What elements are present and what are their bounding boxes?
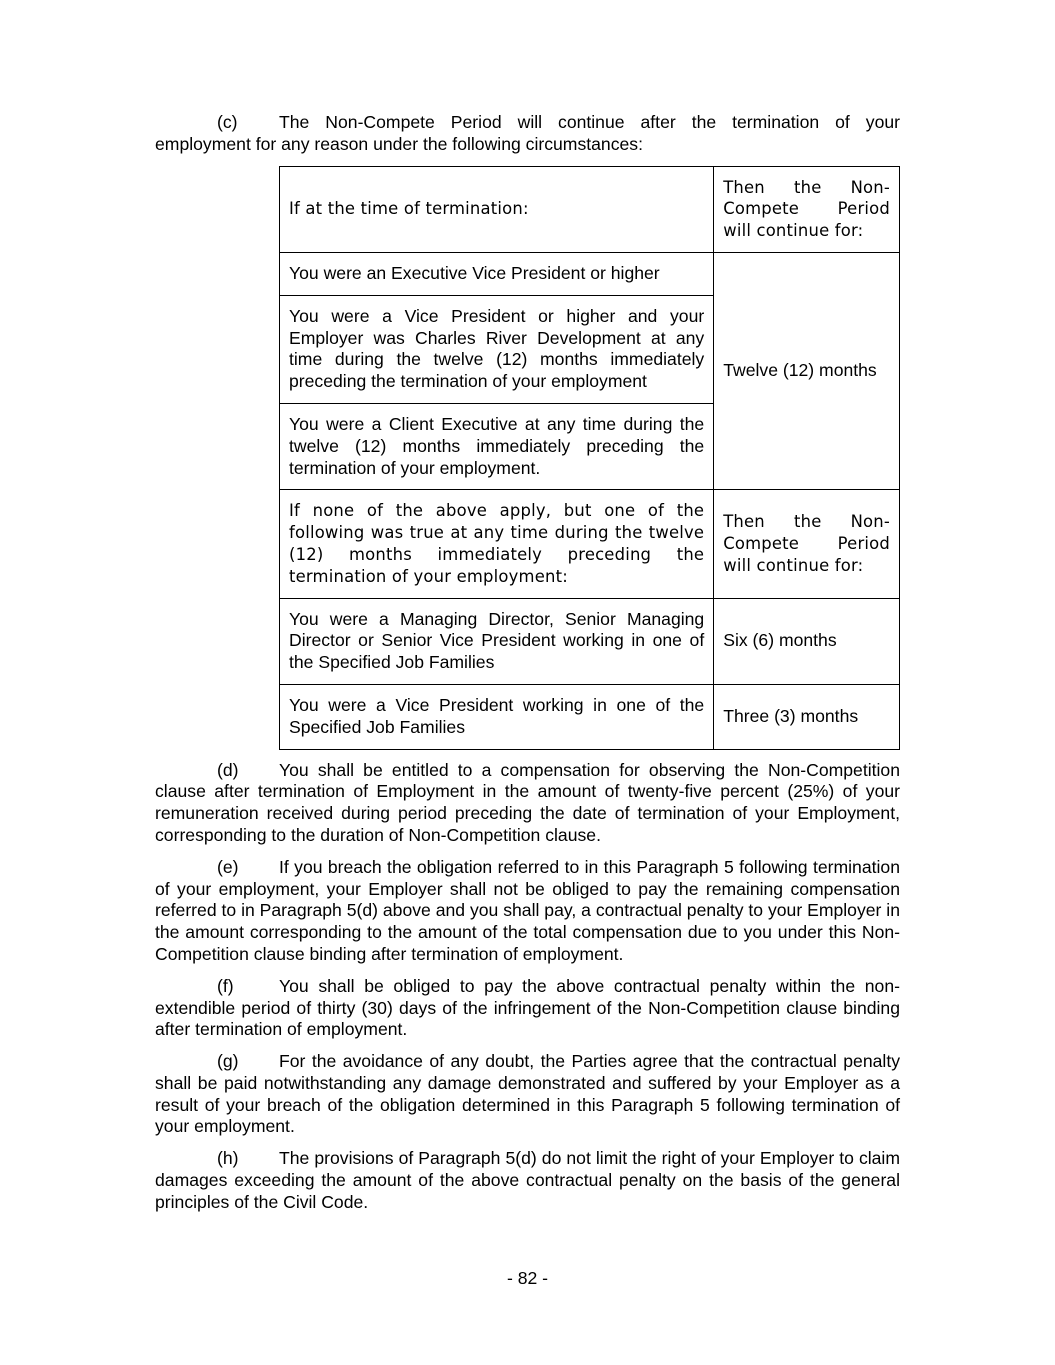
paragraph-text: The provisions of Paragraph 5(d) do not limit the right of your Employer to claim damages exceeding the amount of the above contractual penalty on the basis of the general principles of the Civil Code. bbox=[155, 1148, 900, 1212]
table-header-row bbox=[280, 166, 900, 252]
paragraph-label: (c) bbox=[217, 112, 238, 132]
subheader-left-cell: If none of the above apply, but one of the following was true at any time during the twelve (12) months immediately preceding the termination of your employment: bbox=[280, 490, 714, 598]
row-managing-director: You were a Managing Director, Senior Managing Director or Senior Vice President working in one of the Specified Job Families bbox=[280, 598, 714, 684]
paragraph-g bbox=[155, 1051, 900, 1138]
paragraph-h bbox=[155, 1148, 900, 1213]
paragraph-label: (g) bbox=[217, 1051, 239, 1072]
table-subheader-row bbox=[280, 490, 900, 598]
table-row bbox=[280, 598, 900, 684]
period-three-months: Three (3) months bbox=[714, 684, 900, 749]
row-vice-president: You were a Vice President working in one of the Specified Job Families bbox=[280, 684, 714, 749]
page-number: - 82 - bbox=[506, 1268, 549, 1288]
paragraph-text: You shall be obliged to pay the above contractual penalty within the non-extendible period of thirty (30) days of the infringement of the Non-Competition clause binding after termination of employment. bbox=[155, 975, 900, 1040]
paragraph-c bbox=[155, 112, 900, 156]
paragraph-text: You shall be entitled to a compensation for observing the Non-Competition clause after termination of Employment in the amount of twenty-five percent (25%) of your remuneration received during period preceding the date of termination of your Employment, corresponding to the duration of Non-Competition clause. bbox=[155, 759, 900, 845]
paragraph-d bbox=[155, 760, 900, 847]
paragraph-label: (e) bbox=[217, 856, 239, 877]
paragraph-text: The Non-Compete Period will continue after the termination of your employment for any reason under the following circumstances: bbox=[155, 112, 900, 154]
header-left-cell: If at the time of termination: bbox=[280, 166, 714, 252]
period-twelve-months: Twelve (12) months bbox=[714, 252, 900, 489]
row-vp-charles-river: You were a Vice President or higher and your Employer was Charles River Development at any time during the twelve (12) months immediately preceding the termination of your employment bbox=[280, 295, 714, 403]
non-compete-table bbox=[279, 166, 900, 750]
document-body bbox=[155, 112, 900, 1224]
period-six-months: Six (6) months bbox=[714, 598, 900, 684]
paragraph-text: If you breach the obligation referred to in this Paragraph 5 following termination of your employment, your Employer shall not be obliged to pay the remaining compensation referred to in Paragraph 5(d) above and you shall pay, a contractual penalty to your Employer in the amount corresponding to the amount of the total compensation due to you under this Non-Competition clause binding after termination of employment. bbox=[155, 856, 900, 964]
table-row bbox=[280, 684, 900, 749]
paragraph-label: (d) bbox=[217, 759, 239, 780]
header-right-cell: Then the Non-Compete Period will continue for: bbox=[714, 166, 900, 252]
paragraph-f bbox=[155, 976, 900, 1041]
subheader-right-cell: Then the Non-Compete Period will continue for: bbox=[714, 490, 900, 598]
paragraph-label: (h) bbox=[217, 1148, 239, 1169]
paragraph-e bbox=[155, 857, 900, 966]
paragraph-text: For the avoidance of any doubt, the Parties agree that the contractual penalty shall be paid notwithstanding any damage demonstrated and suffered by your Employer as a result of your breach of the obligation determined in this Paragraph 5 following termination of your employment. bbox=[155, 1051, 900, 1137]
row-evp: You were an Executive Vice President or higher bbox=[280, 252, 714, 295]
table-row bbox=[280, 252, 900, 295]
row-client-executive: You were a Client Executive at any time during the twelve (12) months immediately preceding the termination of your employment. bbox=[280, 403, 714, 489]
paragraph-label: (f) bbox=[217, 975, 234, 996]
